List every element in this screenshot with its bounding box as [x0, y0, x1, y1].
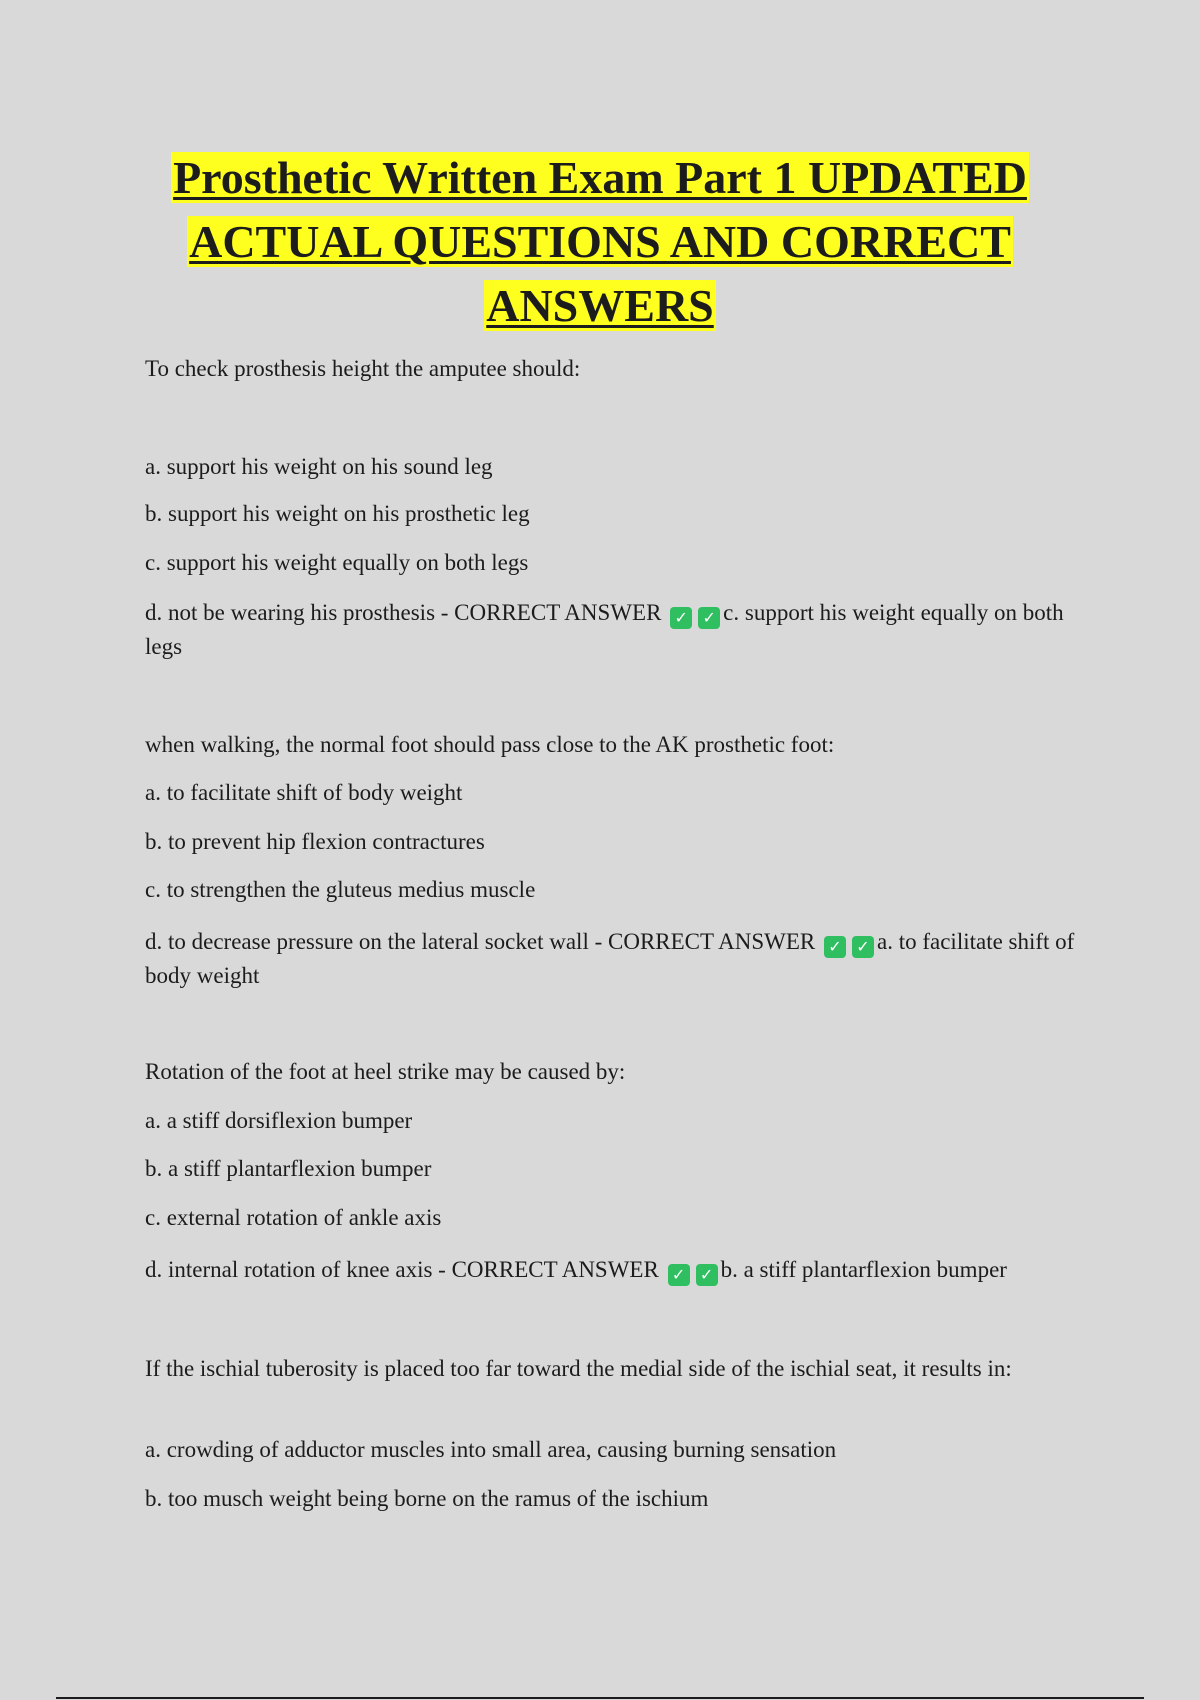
question-1-option-b: b. support his weight on his prosthetic leg [145, 501, 530, 526]
question-4-option-b: b. too musch weight being borne on the ramus of the ischium [145, 1486, 709, 1511]
check-mark-icon: ✓ [824, 936, 846, 958]
question-3-prompt: Rotation of the foot at heel strike may be caused by: [145, 1059, 626, 1084]
check-mark-icon: ✓ [668, 1264, 690, 1286]
question-1-option-d: d. not be wearing his prosthesis - CORRECT ANSWER [145, 600, 662, 625]
question-1-answer: c. support his weight equally on both legs [145, 600, 1064, 659]
question-2-option-c: c. to strengthen the gluteus medius muscle [145, 877, 536, 902]
check-mark-icon: ✓ [852, 936, 874, 958]
question-3-option-d-with-answer [145, 1253, 1075, 1287]
question-1-option-a: a. support his weight on his sound leg [145, 454, 493, 479]
title-line-3: ANSWERS [486, 280, 714, 331]
question-4-option-a: a. crowding of adductor muscles into small area, causing burning sensation [145, 1437, 837, 1462]
question-2-answer: a. to facilitate shift of body weight [145, 929, 1075, 988]
document-title [120, 146, 1080, 338]
title-line-2: ACTUAL QUESTIONS AND CORRECT [189, 216, 1011, 267]
question-3-answer: b. a stiff plantarflexion bumper [720, 1257, 1007, 1282]
title-line-1: Prosthetic Written Exam Part 1 UPDATED [173, 152, 1027, 203]
question-2-prompt: when walking, the normal foot should pass close to the AK prosthetic foot: [145, 732, 835, 757]
question-2-option-d: d. to decrease pressure on the lateral socket wall - CORRECT ANSWER [145, 929, 816, 954]
question-2-option-d-with-answer [145, 925, 1075, 993]
question-1-prompt: To check prosthesis height the amputee should: [145, 356, 581, 381]
question-3-option-c: c. external rotation of ankle axis [145, 1205, 442, 1230]
check-mark-icon: ✓ [670, 607, 692, 629]
question-3-option-d: d. internal rotation of knee axis - CORRECT ANSWER [145, 1257, 659, 1282]
question-1-option-c: c. support his weight equally on both legs [145, 550, 529, 575]
question-3-option-b: b. a stiff plantarflexion bumper [145, 1156, 432, 1181]
question-2-option-b: b. to prevent hip flexion contractures [145, 829, 485, 854]
question-4-prompt: If the ischial tuberosity is placed too far toward the medial side of the ischial seat, it results in: [145, 1356, 1012, 1381]
question-2-option-a: a. to facilitate shift of body weight [145, 780, 463, 805]
footer-divider [56, 1697, 1144, 1699]
question-1-option-d-with-answer [145, 596, 1075, 664]
check-mark-icon: ✓ [696, 1264, 718, 1286]
question-3-option-a: a. a stiff dorsiflexion bumper [145, 1108, 413, 1133]
check-mark-icon: ✓ [698, 607, 720, 629]
